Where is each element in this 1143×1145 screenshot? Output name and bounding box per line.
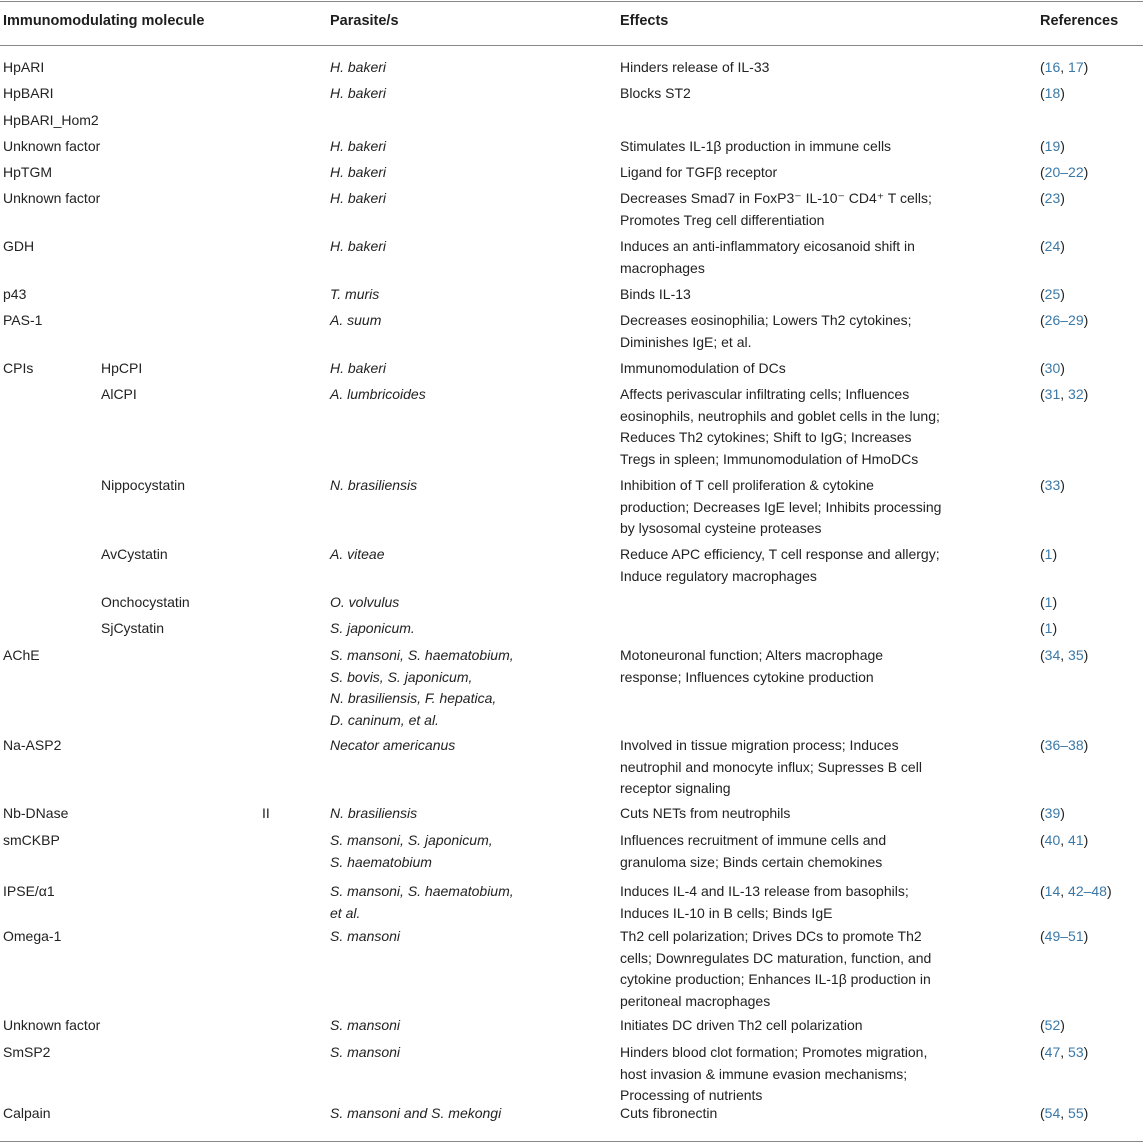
reference-link[interactable]: 47 <box>1044 1044 1061 1060</box>
reference-link[interactable]: 49–51 <box>1044 928 1084 944</box>
reference-link[interactable]: 40 <box>1044 832 1061 848</box>
molecule-cell: Unknown factor <box>3 190 101 206</box>
references-cell: (33) <box>1040 477 1065 493</box>
parasite-cell: H. bakeri <box>330 190 387 206</box>
effects-cell: Hinders blood clot formation; Promotes migration, host invasion & immune evasion mechanisms; Processing of nutrients <box>620 1044 928 1103</box>
references-cell: (39) <box>1040 805 1065 821</box>
reference-link[interactable]: 26–29 <box>1044 312 1084 328</box>
effects-cell: Affects perivascular infiltrating cells; Influences eosinophils, neutrophils and goblet cells in the lung; Reduces Th2 cytokines; Shift to IgG; Increases Tregs in spleen; Immunomodulation of HmoDCs <box>620 386 940 467</box>
group-label: CPIs <box>3 360 34 376</box>
parasite-cell: A. suum <box>330 312 382 328</box>
header-references: References <box>1040 13 1119 29</box>
header-rule <box>0 45 1143 46</box>
effects-cell: Influences recruitment of immune cells and granuloma size; Binds certain chemokines <box>620 832 887 870</box>
effects-cell: Motoneuronal function; Alters macrophage response; Influences cytokine production <box>620 647 884 685</box>
parasite-cell: H. bakeri <box>330 360 387 376</box>
references-cell: (23) <box>1040 190 1065 206</box>
molecule-cell: PAS-1 <box>3 312 43 328</box>
top-rule <box>0 1 1143 2</box>
references-cell: (1) <box>1040 620 1058 636</box>
references-cell: (20–22) <box>1040 164 1089 180</box>
parasite-cell: S. mansoni <box>330 928 401 944</box>
molecule-cell: Unknown factor <box>3 1017 101 1033</box>
molecule-cell: SmSP2 <box>3 1044 51 1060</box>
molecule-cell: Nippocystatin <box>101 477 186 493</box>
parasite-cell: H. bakeri <box>330 59 387 75</box>
bottom-rule <box>0 1141 1143 1142</box>
molecule-cell: HpARI <box>3 59 45 75</box>
reference-link[interactable]: 53 <box>1068 1044 1084 1060</box>
reference-link[interactable]: 42–48 <box>1068 883 1107 899</box>
references-cell: (16, 17) <box>1040 59 1089 75</box>
references-cell: (24) <box>1040 238 1065 254</box>
molecule-cell: SjCystatin <box>101 620 165 636</box>
reference-link[interactable]: 36–38 <box>1044 737 1084 753</box>
reference-link[interactable]: 35 <box>1068 647 1084 663</box>
parasite-cell: A. lumbricoides <box>330 386 426 402</box>
references-cell: (49–51) <box>1040 928 1089 944</box>
references-cell: (19) <box>1040 138 1065 154</box>
molecule-cell: smCKBP <box>3 832 60 848</box>
reference-link[interactable]: 52 <box>1044 1017 1061 1033</box>
effects-cell: Decreases eosinophilia; Lowers Th2 cytokines; Diminishes IgE; et al. <box>620 312 912 350</box>
molecule-cell: HpTGM <box>3 164 52 180</box>
effects-cell: Decreases Smad7 in FoxP3⁻ IL-10⁻ CD4⁺ T cells; Promotes Treg cell differentiation <box>620 190 932 228</box>
molecule-cell: Onchocystatin <box>101 594 190 610</box>
molecule-mark: II <box>262 805 270 821</box>
references-cell: (30) <box>1040 360 1065 376</box>
references-cell: (26–29) <box>1040 312 1089 328</box>
reference-link[interactable]: 14 <box>1044 883 1061 899</box>
parasite-cell: S. mansoni <box>330 1044 401 1060</box>
effects-cell: Induces an anti-inflammatory eicosanoid shift in macrophages <box>620 238 915 276</box>
parasite-cell: S. mansoni <box>330 1017 401 1033</box>
parasite-cell: T. muris <box>330 286 380 302</box>
effects-cell: Induces IL-4 and IL-13 release from basophils; Induces IL-10 in B cells; Binds IgE <box>620 883 909 921</box>
reference-link[interactable]: 33 <box>1044 477 1061 493</box>
molecule-cell: Nb-DNase <box>3 805 69 821</box>
reference-link[interactable]: 41 <box>1068 832 1084 848</box>
reference-link[interactable]: 1 <box>1044 594 1053 610</box>
parasite-cell: O. volvulus <box>330 594 400 610</box>
reference-link[interactable]: 32 <box>1068 386 1084 402</box>
parasite-cell: N. brasiliensis <box>330 477 418 493</box>
references-cell: (14, 42–48) <box>1040 883 1112 899</box>
header-molecule: Immunomodulating molecule <box>3 13 205 29</box>
reference-link[interactable]: 39 <box>1044 805 1061 821</box>
references-cell: (25) <box>1040 286 1065 302</box>
effects-cell: Th2 cell polarization; Drives DCs to promote Th2 cells; Downregulates DC maturation, function, and cytokine production; Enhances IL-1β production in peritoneal macrophages <box>620 928 932 1009</box>
molecule-cell: HpCPI <box>101 360 143 376</box>
parasite-cell: S. mansoni, S. haematobium, S. bovis, S. japonicum, N. brasiliensis, F. hepatica, D. caninum, et al. <box>330 647 514 728</box>
reference-link[interactable]: 19 <box>1044 138 1061 154</box>
effects-cell: Blocks ST2 <box>620 85 691 101</box>
reference-link[interactable]: 24 <box>1044 238 1061 254</box>
parasite-cell: S. mansoni, S. haematobium, et al. <box>330 883 514 921</box>
effects-cell: Stimulates IL-1β production in immune cells <box>620 138 892 154</box>
molecule-cell: IPSE/α1 <box>3 883 55 899</box>
reference-link[interactable]: 18 <box>1044 85 1061 101</box>
molecule-cell: Calpain <box>3 1105 51 1121</box>
molecule-cell: AChE <box>3 647 40 663</box>
parasite-cell: H. bakeri <box>330 164 387 180</box>
molecule-cell: AvCystatin <box>101 546 168 562</box>
parasite-cell: H. bakeri <box>330 238 387 254</box>
molecule-cell: HpBARI_Hom2 <box>3 112 99 128</box>
header-effects: Effects <box>620 13 669 29</box>
references-cell: (34, 35) <box>1040 647 1089 663</box>
references-cell: (31, 32) <box>1040 386 1089 402</box>
references-cell: (36–38) <box>1040 737 1089 753</box>
molecule-cell: Na-ASP2 <box>3 737 62 753</box>
references-cell: (1) <box>1040 594 1058 610</box>
effects-cell: Cuts NETs from neutrophils <box>620 805 791 821</box>
effects-cell: Hinders release of IL-33 <box>620 59 770 75</box>
reference-link[interactable]: 31 <box>1044 386 1061 402</box>
reference-link[interactable]: 1 <box>1044 620 1053 636</box>
parasite-cell: S. japonicum. <box>330 620 415 636</box>
references-cell: (40, 41) <box>1040 832 1089 848</box>
parasite-cell: S. mansoni and S. mekongi <box>330 1105 502 1121</box>
references-cell: (52) <box>1040 1017 1065 1033</box>
reference-link[interactable]: 17 <box>1068 59 1084 75</box>
reference-link[interactable]: 54 <box>1044 1105 1061 1121</box>
effects-cell: Ligand for TGFβ receptor <box>620 164 778 180</box>
parasite-cell: A. viteae <box>330 546 385 562</box>
parasite-cell: N. brasiliensis <box>330 805 418 821</box>
references-cell: (54, 55) <box>1040 1105 1089 1121</box>
parasite-cell: S. mansoni, S. japonicum, S. haematobium <box>330 832 493 870</box>
parasite-cell: H. bakeri <box>330 85 387 101</box>
reference-link[interactable]: 30 <box>1044 360 1061 376</box>
references-cell: (18) <box>1040 85 1065 101</box>
header-parasite: Parasite/s <box>330 13 399 29</box>
effects-cell: Involved in tissue migration process; Induces neutrophil and monocyte influx; Supresses B cell receptor signaling <box>620 737 922 796</box>
effects-cell: Binds IL-13 <box>620 286 691 302</box>
reference-link[interactable]: 1 <box>1044 546 1053 562</box>
molecule-cell: Unknown factor <box>3 138 101 154</box>
reference-link[interactable]: 25 <box>1044 286 1061 302</box>
molecule-cell: GDH <box>3 238 35 254</box>
reference-link[interactable]: 20–22 <box>1044 164 1084 180</box>
reference-link[interactable]: 55 <box>1068 1105 1084 1121</box>
reference-link[interactable]: 34 <box>1044 647 1061 663</box>
effects-cell: Initiates DC driven Th2 cell polarization <box>620 1017 863 1033</box>
molecule-cell: AlCPI <box>101 386 137 402</box>
effects-cell: Cuts fibronectin <box>620 1105 718 1121</box>
molecule-cell: p43 <box>3 286 27 302</box>
effects-cell: Inhibition of T cell proliferation & cytokine production; Decreases IgE level; Inhibits processing by lysosomal cysteine proteases <box>620 477 942 536</box>
reference-link[interactable]: 16 <box>1044 59 1061 75</box>
effects-cell: Reduce APC efficiency, T cell response and allergy; Induce regulatory macrophages <box>620 546 940 584</box>
references-cell: (1) <box>1040 546 1058 562</box>
parasite-cell: H. bakeri <box>330 138 387 154</box>
molecule-cell: Omega-1 <box>3 928 62 944</box>
effects-cell: Immunomodulation of DCs <box>620 360 786 376</box>
parasite-cell: Necator americanus <box>330 737 456 753</box>
molecule-cell: HpBARI <box>3 85 54 101</box>
reference-link[interactable]: 23 <box>1044 190 1061 206</box>
references-cell: (47, 53) <box>1040 1044 1089 1060</box>
